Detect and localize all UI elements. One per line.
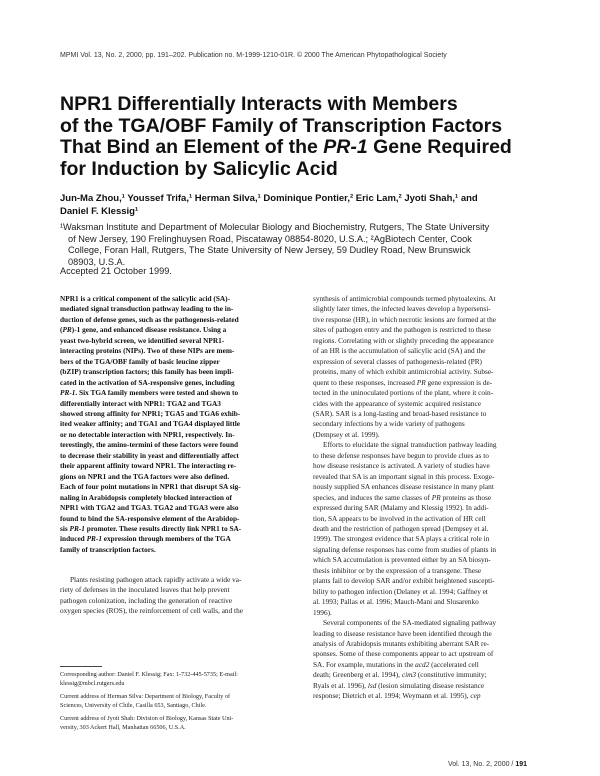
body-line: plants fail to develop SAR and/or exhibit heightened suscepti- — [313, 576, 495, 586]
body-line: regions. Correlating with or slightly preceding the appearance — [313, 335, 494, 345]
right-column-body — [313, 294, 551, 702]
abstract-line: to decrease their stability in yeast and differentially affect — [60, 450, 239, 460]
footnote-line: Current address of Herman Silva: Department of Biology, Faculty of — [60, 693, 231, 701]
body-line: leading to disease resistance have been identified through the — [313, 628, 492, 638]
abstract-line: mediated signal transduction pathway leading to the in- — [60, 304, 234, 314]
body-line: to these defense responses have begun to provide clues as to — [313, 450, 489, 460]
abstract-line: ited weaker affinity; and TGA1 and TGA4 displayed little — [60, 419, 241, 429]
body-line: Plants resisting pathogen attack rapidly activate a wide va- — [70, 575, 242, 584]
page-number: 191 — [515, 761, 528, 768]
body-line: revealed that SA is an important signal in this process. Exoge- — [313, 471, 495, 481]
abstract-line: differentially interact with NPR1: TGA2 and TGA3 — [60, 398, 221, 408]
title-line: NPR1 Differentially Interacts with Members — [60, 93, 458, 115]
abstract-line: NPR1 is a critical component of the salicylic acid (SA)- — [60, 294, 231, 303]
body-line: death; Greenberg et al. 1994), cim3 (constitutive immunity; — [313, 670, 487, 680]
accepted-date: Accepted 21 October 1999. — [60, 266, 172, 276]
abstract-line: sis PR-1 promoter. These results directly link NPR1 to SA- — [60, 523, 242, 533]
body-line: al. 1993; Pallas et al. 1996; Mauch-Mani and Slusarenko — [313, 597, 479, 607]
title-line: for Induction by Salicylic Acid — [60, 157, 338, 180]
affiliation-line: ¹Waksman Institute and Department of Molecular Biology and Biochemistry, Rutgers, The State University — [60, 222, 490, 232]
body-line: analysis of Arabidopsis mutants exhibiting aberrant SAR re- — [313, 638, 490, 648]
body-line: (Dempsey et al. 1999). — [313, 429, 380, 439]
title-line: That Bind an Element of the PR-1 Gene Required — [60, 136, 512, 158]
running-head: MPMI Vol. 13, No. 2, 2000, pp. 191–202. Publication no. M-1999-1210-01R. © 2000 The American Phytopathological Society — [60, 52, 447, 59]
abstract-line: induced PR-1 expression through members of the TGA — [60, 534, 231, 544]
page-footer — [448, 761, 527, 768]
body-line: tion, SA appears to be involved in the activation of HR cell — [313, 513, 486, 523]
body-line: quent to these responses, increased PR gene expression is de- — [313, 377, 493, 387]
footnote-line: Corresponding author: Daniel F. Klessig; Fax: 1-732-445-5735; E-mail: — [60, 671, 238, 678]
author-line: Daniel F. Klessig¹ — [60, 205, 139, 217]
footer-volume: Vol. 13, No. 2, 2000 / — [448, 761, 516, 768]
body-line: oxygen species (ROS), the reinforcement of cell walls, and the — [60, 606, 243, 616]
abstract-line: their apparent affinity toward NPR1. The interacting re- — [60, 461, 237, 471]
body-line: Ryals et al. 1996), lsd (lesion simulating disease resistance — [313, 680, 485, 690]
abstract-line: Each of four point mutations in NPR1 that disrupt SA sig- — [60, 482, 241, 492]
abstract-line: NPR1 with TGA2 and TGA3. TGA2 and TGA3 were also — [60, 503, 239, 513]
body-line: thesis inhibitor or by the expression of a transgene. These — [313, 565, 482, 575]
body-line: expressed during SAR (Malamy and Klessig 1992). In addi- — [313, 503, 489, 513]
body-line: 1999). The strongest evidence that SA plays a critical role in — [313, 534, 490, 544]
abstract-line: showed strong affinity for NPR1; TGA5 and TGA6 exhib- — [60, 408, 241, 418]
affiliation-line: of New Jersey, 190 Frelinghuysen Road, Piscataway 08854-8020, U.S.A.; ²AgBiotech Center, Cook — [68, 233, 472, 244]
abstract-line: interacting proteins (NIPs). Two of these NIPs are mem- — [60, 346, 235, 356]
body-line: sites of pathogen entry and the pathogen is restricted to these — [313, 325, 491, 335]
affiliation-line: College, Foran Hall, Rutgers, The State University of New Jersey, 59 Dudley Road, New Brunswick — [68, 245, 471, 256]
abstract-line: gions on NPR1 and the TGA factors were also defined. — [60, 471, 230, 481]
footnote-email: klessig@mbcl.rutgers.edu — [60, 679, 125, 687]
article-title — [60, 94, 530, 180]
body-line: 1996). — [313, 607, 332, 617]
abstract-line: or no detectable interaction with NPR1, respectively. In- — [60, 429, 235, 439]
body-line: slightly later times, the infected leaves develop a hypersensi- — [313, 304, 491, 314]
abstract-line: bers of the TGA/OBF family of basic leucine zipper — [60, 356, 220, 366]
body-line: Efforts to elucidate the signal transduction pathway leading — [323, 440, 497, 450]
abstract-line: naling in Arabidopsis completely blocked interaction of — [60, 492, 232, 502]
footnote-line: Current address of Jyoti Shah: Division of Biology, Kansas State Uni- — [60, 715, 234, 723]
body-line: SA. For example, mutations in the acd2 (accelerated cell — [313, 659, 479, 669]
abstract-line: family of transcription factors. — [60, 544, 156, 554]
body-line: nously supplied SA enhances disease resistance in many plant — [313, 482, 494, 492]
footnote-line: Sciences, University of Chile, Casilla 653, Santiago, Chile. — [60, 701, 207, 709]
body-line: death and the restriction of pathogen spread (Dempsey et al. — [313, 523, 489, 533]
body-line: tive response (HR), in which necrotic lesions are formed at the — [313, 314, 496, 324]
body-line: riety of defenses in the inoculated leaves that help prevent — [60, 585, 230, 595]
author-line: Jun-Ma Zhou,¹ Youssef Trifa,¹ Herman Silva,¹ Dominique Pontier,² Eric Lam,² Jyoti Shah,¹ and — [60, 193, 478, 204]
body-line: cides with the appearance of systemic acquired resistance — [313, 398, 481, 408]
abstract-line: found to bind the SA-responsive element of the Arabidop- — [60, 513, 240, 523]
abstract-line: duction of defense genes, such as the pathogenesis-related — [60, 314, 239, 324]
abstract — [60, 294, 296, 555]
body-line: proteins, many of which exhibit antimicrobial activity. Subse- — [313, 367, 494, 377]
body-line: response; Dietrich et al. 1994; Weymann et al. 1995), cep — [313, 691, 481, 701]
author-list — [60, 193, 550, 218]
introduction-paragraph — [60, 575, 296, 617]
body-line: Several components of the SA-mediated signaling pathway — [323, 618, 497, 628]
footnote-line: versity, 303 Ackert Hall, Manhattan 66506, U.S.A. — [60, 723, 186, 731]
body-line: sponses. Some of these components appear to act upstream of — [313, 649, 494, 659]
body-line: species, and induces the same classes of PR proteins as those — [313, 492, 492, 502]
abstract-line: (PR)-1 gene, and enhanced disease resistance. Using a — [60, 325, 227, 335]
body-line: synthesis of antimicrobial compounds termed phytoalexins. At — [313, 294, 496, 303]
abstract-line: terestingly, the amino-termini of these factors were found — [60, 440, 239, 450]
body-line: which SA accumulation is prevented either by an SA biosyn- — [313, 555, 491, 565]
body-line: of an HR is the accumulation of salicylic acid (SA) and the — [313, 346, 486, 356]
footnote-divider — [60, 666, 102, 667]
body-line: (SAR). SAR is a long-lasting and broad-based resistance to — [313, 408, 487, 418]
body-line: how disease resistance is activated. A variety of studies have — [313, 461, 490, 471]
abstract-line: cated in the activation of SA-responsive genes, including — [60, 377, 235, 387]
body-line: expression of several classes of pathogenesis-related (PR) — [313, 356, 482, 366]
affiliations — [60, 222, 560, 268]
title-line: of the TGA/OBF Family of Transcription Factors — [60, 114, 503, 137]
abstract-line: (bZIP) transcription factors; this family has been impli- — [60, 367, 234, 377]
abstract-line: PR-1. Six TGA family members were tested and shown to — [60, 388, 239, 398]
body-line: secondary infections by a wide variety of pathogens — [313, 419, 465, 429]
body-line: pathogen colonization, including the generation of reactive — [60, 595, 233, 605]
affiliation-line: 08903, U.S.A. — [68, 256, 126, 267]
abstract-line: yeast two-hybrid screen, we identified several NPR1- — [60, 335, 225, 345]
footnotes — [60, 671, 296, 733]
body-line: tected in the uninoculated portions of the plant, where it coin- — [313, 388, 494, 398]
body-line: signaling defense responses has come from studies of plants in — [313, 544, 496, 554]
body-line: bility to pathogen infection (Delaney et al. 1994; Gaffney et — [313, 586, 488, 596]
